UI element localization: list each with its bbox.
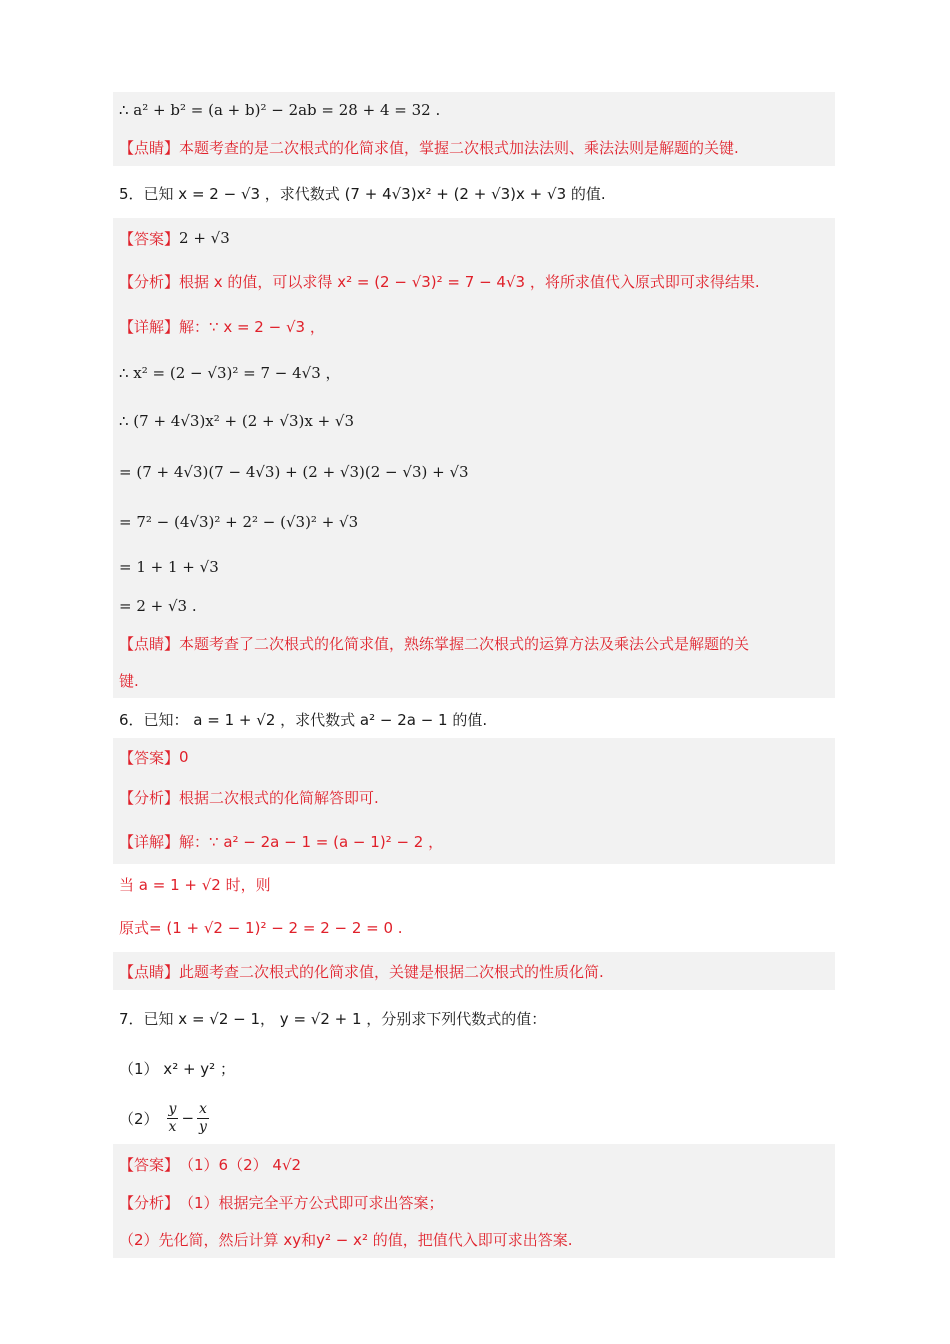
fraction-x-over-y: $\frac{x}{y}$ (199, 1100, 207, 1135)
detail-line: 【详解】 解：∵ a² − 2a − 1 = (a − 1)² − 2 ， (113, 818, 835, 864)
label-comment: 【点睛】 (119, 634, 180, 653)
label-comment: 【点睛】 (119, 962, 180, 981)
solution-line: 原式= (1 + √2 − 1)² − 2 = 2 − 2 = 0 . (119, 918, 403, 937)
question-7-part-2: （2） $\frac{y}{x}$ − $\frac{x}{y}$ (119, 1100, 207, 1135)
label-answer: 【答案】 (119, 1155, 180, 1174)
label-analysis: 【分析】 (119, 272, 180, 291)
solution-line: = (7 + 4√3)(7 − 4√3) + (2 + √3)(2 − √3) + √3 (113, 446, 835, 498)
solution-line: = 7² − (4√3)² + 2² − (√3)² + √3 (113, 498, 835, 546)
analysis-line: 【分析】 根据 x 的值，可以求得 x² = (2 − √3)² = 7 − 4√3 ，将所求值代入原式即可求得结果. (113, 258, 835, 304)
solution-line: = 1 + 1 + √3 (113, 546, 835, 588)
answer-line: 【答案】 （1）6（2） 4√2 (113, 1144, 835, 1184)
analysis-line: 【分析】 根据二次根式的化简解答即可. (113, 776, 835, 818)
solution-line: = 2 + √3 . (113, 588, 835, 624)
analysis-line: 【分析】 （1）根据完全平方公式即可求出答案； (113, 1184, 835, 1220)
comment-line: 【点睛】 本题考查的是二次根式的化简求值，掌握二次根式加法法则、乘法法则是解题的关键. (113, 128, 835, 166)
solution-line: ∴ a² + b² = (a + b)² − 2ab = 28 + 4 = 32 . (113, 92, 835, 128)
answer-line: 【答案】 2 + √3 (113, 218, 835, 258)
label-detail: 【详解】 (119, 317, 180, 336)
detail-line: 【详解】 解：∵ x = 2 − √3 ， (113, 304, 835, 348)
comment-line-continued: 键. (113, 662, 835, 698)
comment-line: 【点睛】 本题考查了二次根式的化简求值，熟练掌握二次根式的运算方法及乘法公式是解题的关 (113, 624, 835, 662)
analysis-line-continued: （2）先化简，然后计算 xy和y² − x² 的值，把值代入即可求出答案. (113, 1220, 835, 1258)
solution-line: ∴ (7 + 4√3)x² + (2 + √3)x + √3 (113, 396, 835, 446)
comment-line: 【点睛】 此题考查二次根式的化简求值，关键是根据二次根式的性质化简. (113, 952, 835, 990)
label-analysis: 【分析】 (119, 788, 180, 807)
solution-line: ∴ x² = (2 − √3)² = 7 − 4√3 ， (113, 348, 835, 396)
question-7: 7．已知 x = √2 − 1， y = √2 + 1 ，分别求下列代数式的值： (119, 1009, 547, 1028)
label-comment: 【点睛】 (119, 138, 180, 157)
question-7-part-1: （1） x² + y² ； (119, 1059, 235, 1078)
label-answer: 【答案】 (119, 229, 180, 248)
label-analysis: 【分析】 (119, 1193, 180, 1212)
solution-line: 当 a = 1 + √2 时，则 (119, 875, 271, 894)
question-5: 5．已知 x = 2 − √3 ，求代数式 (7 + 4√3)x² + (2 + √3)x + √3 的值. (119, 184, 606, 203)
label-answer: 【答案】 (119, 748, 180, 767)
answer-line: 【答案】 0 (113, 738, 835, 776)
question-6: 6．已知： a = 1 + √2 ，求代数式 a² − 2a − 1 的值. (119, 710, 488, 729)
label-detail: 【详解】 (119, 832, 180, 851)
fraction-y-over-x: $\frac{y}{x}$ (168, 1100, 177, 1135)
